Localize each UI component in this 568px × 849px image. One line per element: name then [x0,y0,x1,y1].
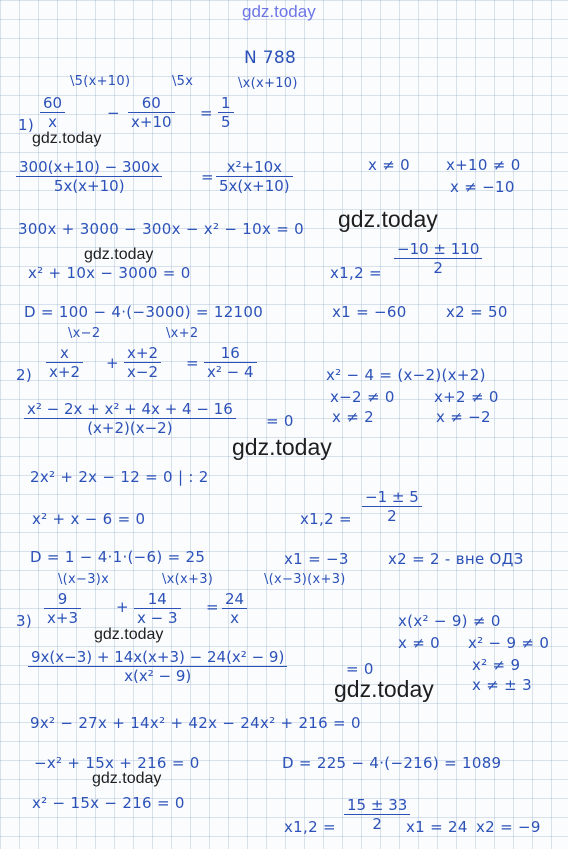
p2-roots-num: −1 ± 5 [362,488,422,507]
p1-factor-2: \5x [172,74,194,89]
p1-f5-den: 5x(x+10) [219,177,290,195]
p3-factor-2: \x(x+3) [162,572,214,587]
p3-f1-num: 9 [44,590,81,609]
p2-fraction-4 [24,400,236,437]
p1-line-4: x² + 10x − 3000 = 0 [28,264,191,282]
p2-odz-4: x ≠ 2 [332,408,375,426]
p2-fraction-2 [124,344,161,381]
p2-discriminant: D = 1 − 4·1·(−6) = 25 [30,548,206,566]
p1-f4-den: 5x(x+10) [53,177,125,195]
p2-roots-fraction [362,488,422,525]
p1-f5-num: x²+10x [216,158,293,177]
p3-roots-fraction [344,796,410,833]
p3-odz-1: x(x² − 9) ≠ 0 [398,612,501,630]
p2-f1-den: x+2 [49,363,80,381]
p2-f4-den: (x+2)(x−2) [87,419,173,437]
p1-equals: = [200,104,213,122]
p1-odz-2: x+10 ≠ 0 [446,156,521,174]
p3-plus: + [116,598,129,616]
p2-f2-num: x+2 [124,344,161,363]
p1-f2-num: 60 [128,94,175,113]
p1-fraction-2 [128,94,175,131]
p3-root-2: x2 = −9 [476,818,541,836]
p1-roots-num: −10 ± 110 [394,240,482,259]
p3-fraction-3 [222,590,247,627]
p3-odz-2: x ≠ 0 [398,634,441,652]
p2-f3-den: x² − 4 [207,363,254,381]
p3-number: 3) [16,612,32,630]
p3-f3-den: x [230,609,239,627]
p2-root-2: x2 = 2 - вне ОДЗ [388,550,524,568]
p1-line-3: 300x + 3000 − 300x − x² − 10x = 0 [18,220,305,238]
p1-f4-num: 300(x+10) − 300x [16,158,162,177]
p3-roots-num: 15 ± 33 [344,796,410,815]
p2-plus: + [106,354,119,372]
p1-odz-3: x ≠ −10 [450,178,515,196]
p3-line-5: x² − 15x − 216 = 0 [32,794,185,812]
p1-roots-label: x1,2 = [330,264,382,282]
p3-discriminant: D = 225 − 4·(−216) = 1089 [282,754,502,772]
watermark: gdz.today [338,206,438,232]
p2-f4-num: x² − 2x + x² + 4x + 4 − 16 [24,400,236,419]
p3-f4-num: 9x(x−3) + 14x(x+3) − 24(x² − 9) [28,648,287,667]
p1-f3-den: 5 [221,113,231,131]
p3-line-3: 9x² − 27x + 14x² + 42x − 24x² + 216 = 0 [30,714,361,732]
p2-number: 2) [16,366,32,384]
p1-minus: − [107,104,120,122]
watermark: gdz.today [92,770,162,787]
p2-roots-den: 2 [387,507,397,525]
p2-odz-3: x+2 ≠ 0 [434,388,499,406]
p2-line-4: x² + x − 6 = 0 [32,510,146,528]
p1-roots-den: 2 [433,259,443,277]
p1-roots-fraction [394,240,482,277]
p3-f1-den: x+3 [47,609,78,627]
p3-line-4: −x² + 15x + 216 = 0 [34,754,200,772]
p1-root-2: x2 = 50 [446,303,508,321]
p2-odz-5: x ≠ −2 [436,408,491,426]
p1-equals-2: = [201,168,214,186]
p3-roots-den: 2 [372,815,382,833]
p3-equals-zero: = 0 [346,660,374,678]
p3-factor-1: \(x−3)x [58,572,110,587]
p1-f1-den: x [48,113,57,131]
watermark: gdz.today [334,676,434,702]
p3-f2-num: 14 [134,590,181,609]
p2-odz-1: x² − 4 = (x−2)(x+2) [326,366,486,384]
p3-fraction-2 [134,590,181,627]
p3-fraction-4 [28,648,287,685]
p2-equals-zero: = 0 [266,412,294,430]
watermark: gdz.today [94,626,164,643]
p3-equals: = [206,598,219,616]
p1-odz-1: x ≠ 0 [368,156,411,174]
p3-odz-3: x² − 9 ≠ 0 [468,634,550,652]
watermark: gdz.today [32,130,102,147]
p2-odz-2: x−2 ≠ 0 [330,388,395,406]
problem-number: N 788 [244,48,297,68]
p1-fraction-1 [40,94,65,131]
p2-root-1: x1 = −3 [284,550,349,568]
p2-roots-label: x1,2 = [300,510,352,528]
p1-root-1: x1 = −60 [332,303,407,321]
p2-fraction-1 [46,344,83,381]
p3-odz-5: x ≠ ± 3 [472,676,532,694]
p3-odz-4: x² ≠ 9 [472,656,521,674]
p2-factor-1: \x−2 [68,326,101,341]
p2-equals: = [186,354,199,372]
p2-line-3: 2x² + 2x − 12 = 0 | : 2 [30,468,209,486]
p1-f1-num: 60 [40,94,65,113]
p2-f3-num: 16 [204,344,257,363]
p3-f4-den: x(x² − 9) [124,667,192,685]
watermark-top: gdz.today [242,2,316,21]
p2-fraction-3 [204,344,257,381]
p1-factor-3: \x(x+10) [238,76,298,91]
watermark: gdz.today [232,434,332,460]
p1-factor-1: \5(x+10) [70,74,131,89]
p2-factor-2: \x+2 [166,326,199,341]
p3-f3-num: 24 [222,590,247,609]
p1-fraction-3 [218,94,234,131]
p2-f1-num: x [46,344,83,363]
p3-roots-label: x1,2 = [284,818,336,836]
p3-factor-3: \(x−3)(x+3) [264,572,346,587]
p3-fraction-1 [44,590,81,627]
p2-f2-den: x−2 [127,363,158,381]
p3-f2-den: x − 3 [137,609,178,627]
p1-f3-num: 1 [218,94,234,113]
p3-root-1: x1 = 24 [406,818,468,836]
p1-f2-den: x+10 [131,113,172,131]
p1-discriminant: D = 100 − 4·(−3000) = 12100 [24,303,264,321]
watermark: gdz.today [84,246,154,263]
p1-number: 1) [18,116,34,134]
p1-fraction-5 [216,158,293,195]
p1-fraction-4 [16,158,162,195]
